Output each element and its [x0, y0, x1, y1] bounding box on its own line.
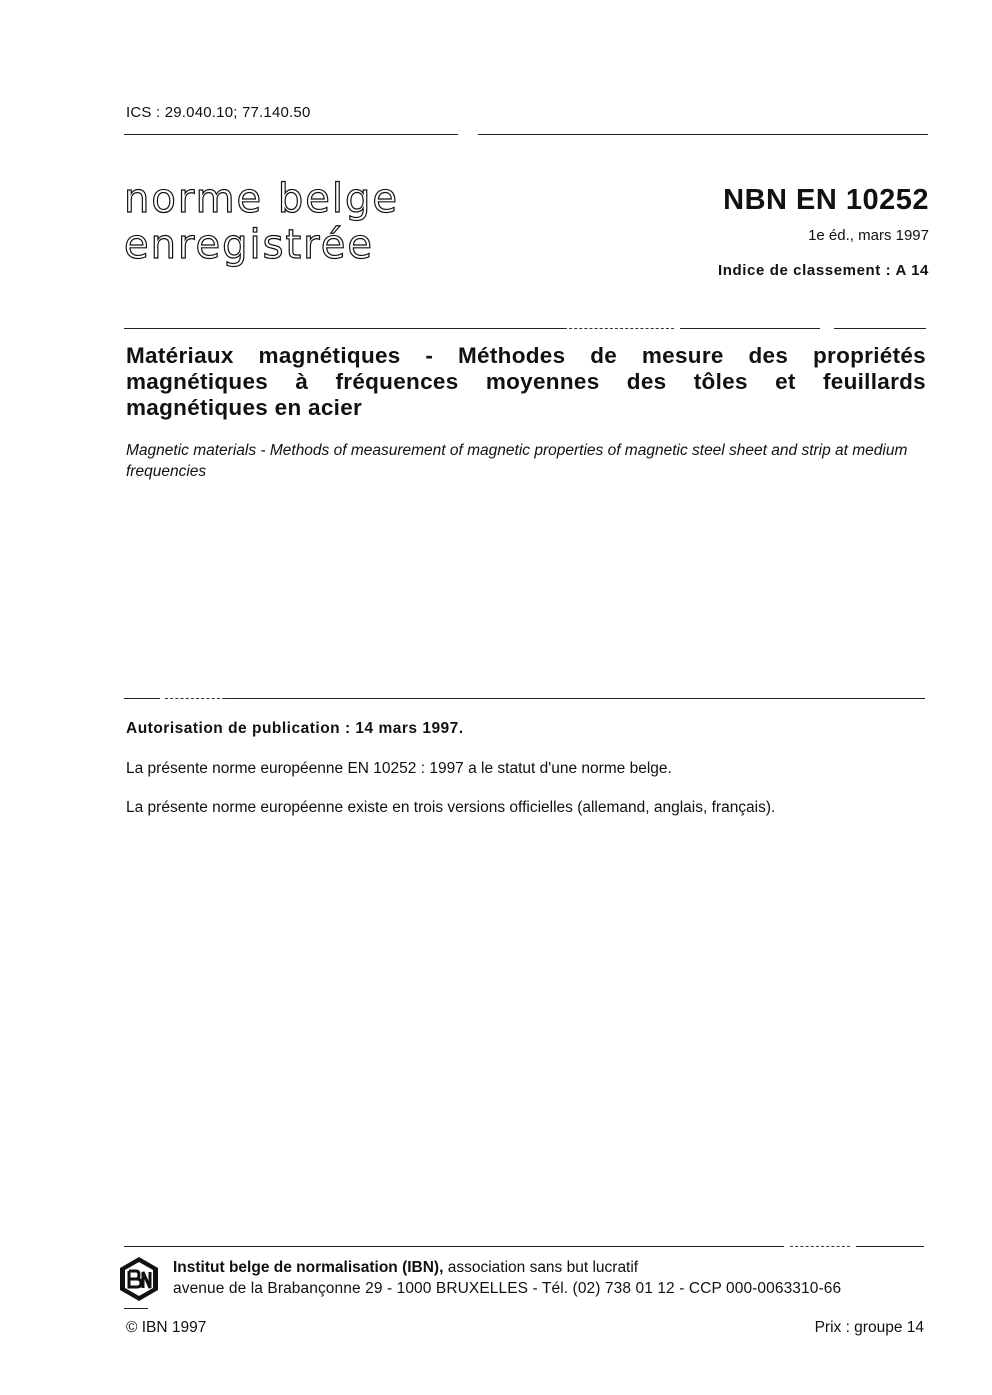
body-rule-right [225, 698, 925, 699]
english-title: Magnetic materials - Methods of measurement of magnetic properties of magnetic steel sheet and strip at medium frequencies [126, 442, 908, 480]
french-title: Matériaux magnétiques - Méthodes de mesure des propriétés magnétiques à fréquences moyennes des tôles et feuillards magnétiques en acier [126, 343, 926, 420]
institute-address: avenue de la Brabançonne 29 - 1000 BRUXELLES - Tél. (02) 738 01 12 - CCP 000-0063310-66 [173, 1280, 842, 1297]
ibn-logo-icon [118, 1255, 160, 1303]
versions-paragraph: La présente norme européenne existe en trois versions officielles (allemand, anglais, français). [126, 799, 776, 816]
footer-rule-dash [790, 1246, 850, 1247]
institute-description: association sans but lucratif [443, 1259, 639, 1276]
edition: 1e éd., mars 1997 [808, 227, 929, 244]
footer-bottom-rule [124, 1308, 148, 1309]
ics-codes: ICS : 29.040.10; 77.140.50 [126, 104, 311, 121]
title-rule-mid [564, 328, 674, 329]
standard-number: NBN EN 10252 [723, 184, 929, 216]
institute-name: Institut belge de normalisation (IBN), [173, 1259, 444, 1276]
classification-index: Indice de classement : A 14 [717, 262, 929, 279]
copyright: © IBN 1997 [126, 1319, 207, 1336]
title-rule-left [124, 328, 564, 329]
brand-line-1: norme belge [124, 176, 399, 222]
brand-title [124, 176, 399, 268]
institute-line [173, 1259, 638, 1277]
price-group: Prix : groupe 14 [814, 1319, 924, 1336]
title-rule-right [834, 328, 926, 329]
brand-line-2: enregistrée [124, 222, 374, 268]
publication-authorization: Autorisation de publication : 14 mars 1997. [126, 720, 464, 737]
body-rule-dash [165, 698, 225, 699]
footer-rule-right [856, 1246, 924, 1247]
header-rule-right [478, 134, 928, 135]
title-rule-mid2 [680, 328, 820, 329]
footer-rule-left [124, 1246, 784, 1247]
status-paragraph: La présente norme européenne EN 10252 : 1997 a le statut d'une norme belge. [126, 760, 672, 777]
body-rule-left [124, 698, 160, 699]
header-rule-left [124, 134, 458, 135]
